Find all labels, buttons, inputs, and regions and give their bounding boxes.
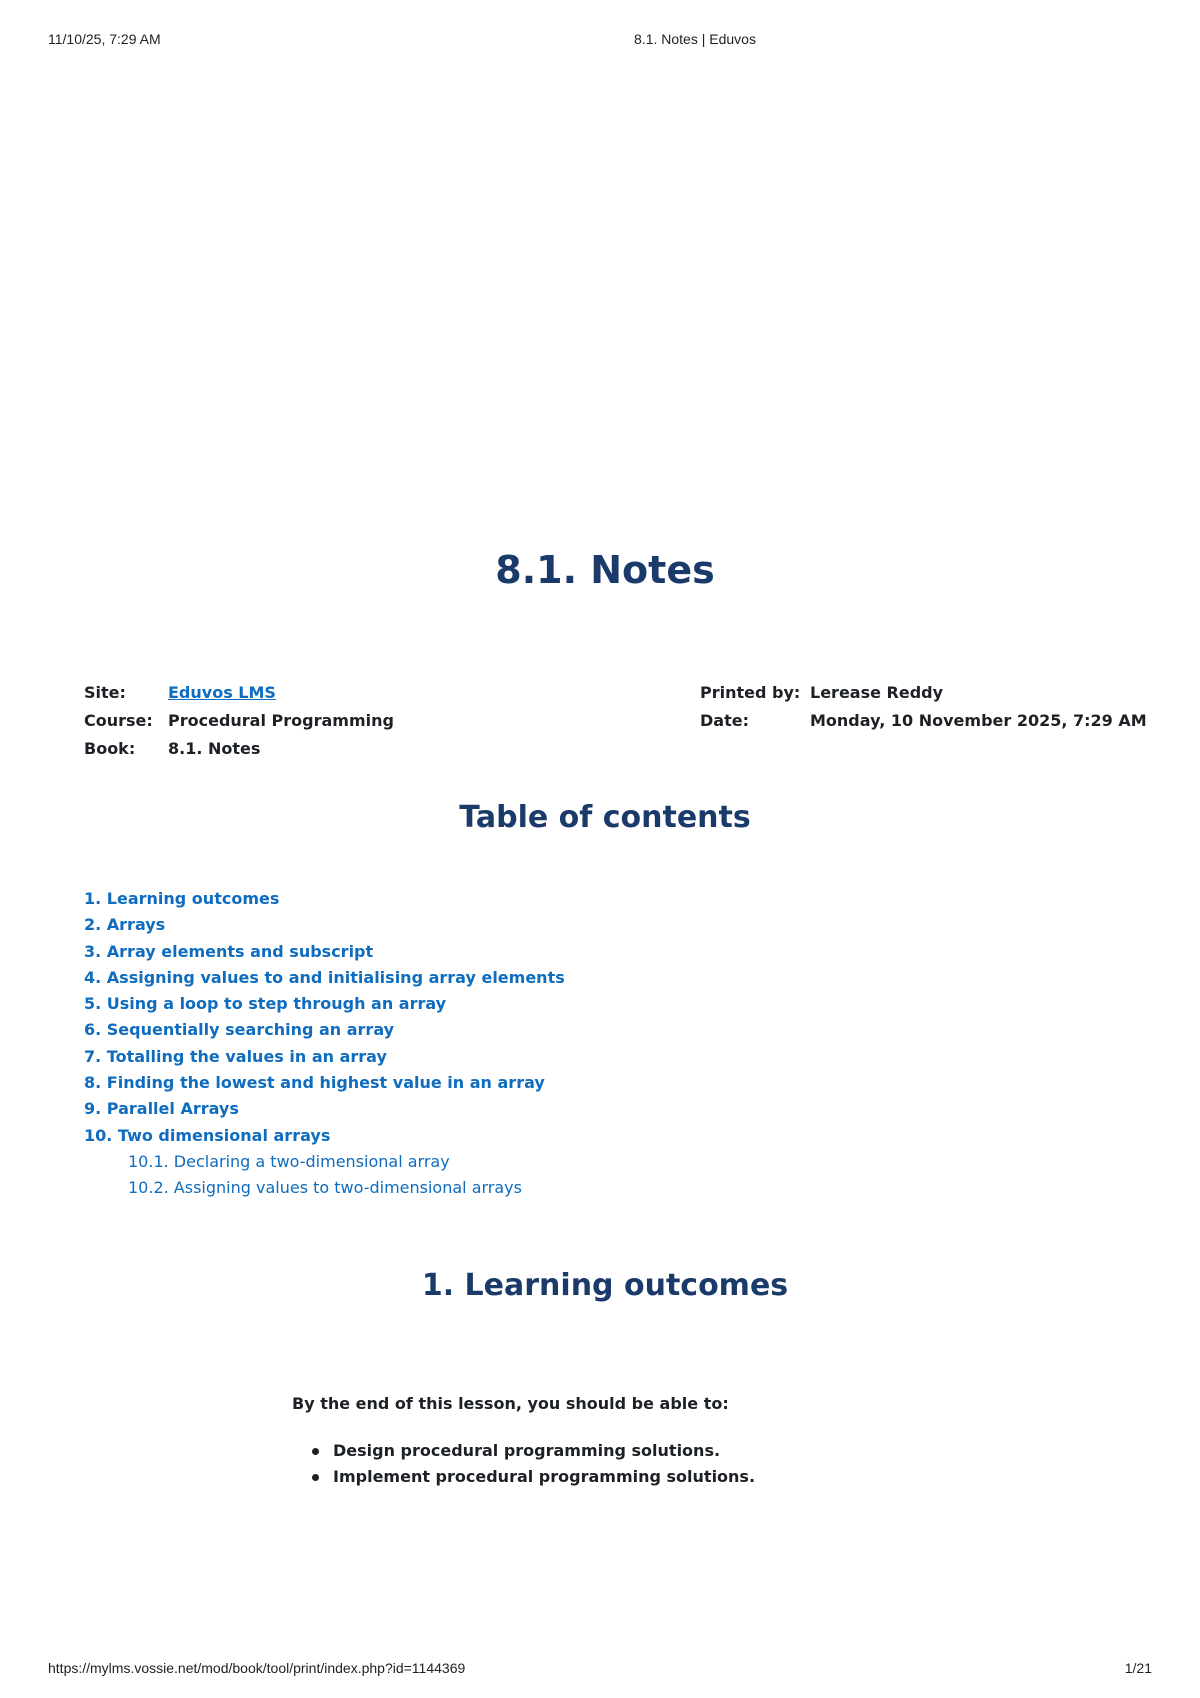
printed-by-value: Lerease Reddy	[810, 682, 944, 702]
book-label: Book:	[84, 738, 136, 758]
toc-item-assigning-values[interactable]: 4. Assigning values to and initialising array elements	[84, 967, 565, 987]
date-value: Monday, 10 November 2025, 7:29 AM	[810, 710, 1147, 730]
toc-item-two-dimensional-arrays[interactable]: 10. Two dimensional arrays	[84, 1125, 331, 1145]
book-title: 8.1. Notes	[495, 548, 715, 592]
toc-item-parallel-arrays[interactable]: 9. Parallel Arrays	[84, 1099, 239, 1119]
toc-item-totalling-values[interactable]: 7. Totalling the values in an array	[84, 1046, 387, 1066]
outcome-text: Implement procedural programming solutions.	[333, 1467, 756, 1486]
print-header-title: 8.1. Notes | Eduvos	[634, 31, 756, 47]
site-value	[168, 683, 276, 702]
book-meta-left	[84, 678, 394, 762]
toc-item-learning-outcomes[interactable]: 1. Learning outcomes	[84, 889, 280, 908]
list-item	[312, 1438, 755, 1464]
printed-by-label: Printed by:	[700, 682, 801, 702]
bullet-icon	[312, 1448, 319, 1455]
site-label: Site:	[84, 682, 126, 702]
toc-item-sequential-search[interactable]: 6. Sequentially searching an array	[84, 1020, 395, 1040]
toc-subitem-declaring-2d-array[interactable]: 10.1. Declaring a two-dimensional array	[128, 1151, 450, 1171]
toc-subitem-assigning-2d-values[interactable]: 10.2. Assigning values to two-dimensional arrays	[128, 1178, 522, 1198]
print-footer-page: 1/21	[1124, 1660, 1152, 1676]
bullet-icon	[312, 1474, 319, 1481]
outcome-text: Design procedural programming solutions.	[333, 1441, 721, 1460]
meta-row-printed-by	[700, 678, 1147, 706]
course-value: Procedural Programming	[168, 710, 394, 730]
chapter-intro: By the end of this lesson, you should be able to:	[292, 1394, 729, 1413]
list-item	[312, 1464, 755, 1490]
toc-item-array-elements[interactable]: 3. Array elements and subscript	[84, 941, 374, 961]
print-header-datetime: 11/10/25, 7:29 AM	[48, 31, 161, 47]
meta-row-course	[84, 706, 394, 734]
site-link[interactable]: Eduvos LMS	[168, 682, 276, 702]
toc-title: Table of contents	[459, 800, 751, 835]
book-meta-right	[700, 678, 1147, 734]
print-footer-url: https://mylms.vossie.net/mod/book/tool/print/index.php?id=1144369	[48, 1660, 466, 1676]
table-of-contents	[84, 886, 565, 1202]
date-label: Date:	[700, 710, 749, 730]
toc-item-arrays[interactable]: 2. Arrays	[84, 915, 166, 935]
book-value: 8.1. Notes	[168, 738, 261, 758]
meta-row-site	[84, 678, 394, 706]
outcomes-list	[312, 1438, 755, 1490]
toc-item-lowest-highest[interactable]: 8. Finding the lowest and highest value in an array	[84, 1073, 545, 1093]
toc-item-loop-step-through[interactable]: 5. Using a loop to step through an array	[84, 994, 447, 1014]
chapter-title: 1. Learning outcomes	[421, 1268, 789, 1303]
meta-row-date	[700, 706, 1147, 734]
meta-row-book	[84, 734, 394, 762]
course-label: Course:	[84, 710, 153, 730]
